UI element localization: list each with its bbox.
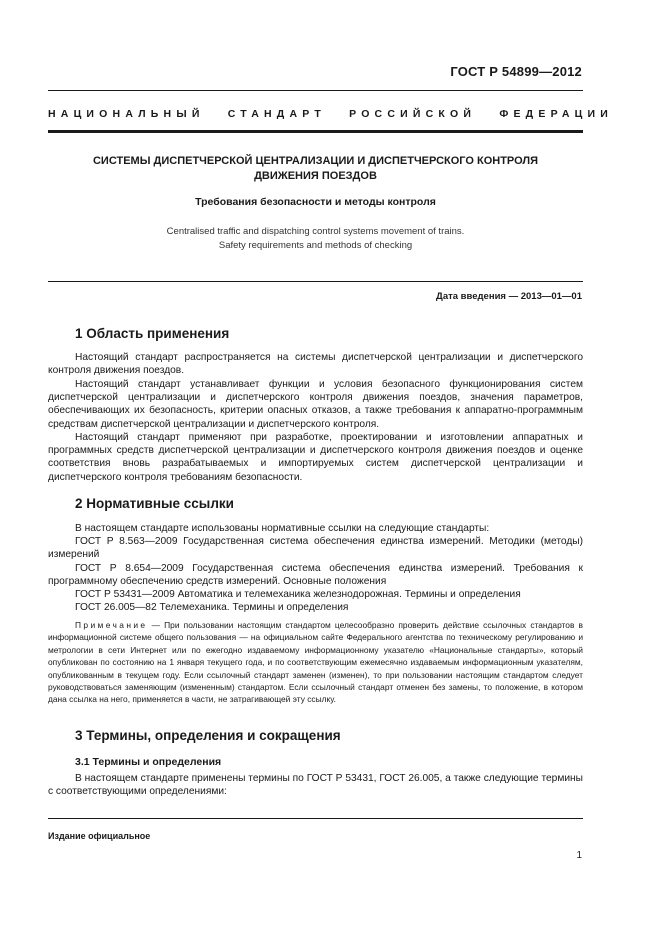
- document-subtitle: Требования безопасности и методы контроля: [195, 196, 436, 208]
- section-1-paragraph-1: Настоящий стандарт распространяется на системы диспетчерской централизации и диспетчерского контроля движения поездов.: [48, 352, 583, 377]
- note-label: Примечание: [75, 620, 148, 630]
- normative-references: [48, 522, 583, 614]
- references-intro: В настоящем стандарте использованы нормативные ссылки на следующие стандарты:: [75, 523, 490, 534]
- document-title: [48, 154, 583, 184]
- english-title: [48, 225, 583, 253]
- page-number: 1: [576, 850, 582, 861]
- reference-item: ГОСТ Р 8.563—2009 Государственная система обеспечения единства измерений. Методики (методы) измерений: [48, 536, 583, 561]
- english-title-line-2: Safety requirements and methods of checking: [218, 240, 413, 251]
- title-line-1: СИСТЕМЫ ДИСПЕТЧЕРСКОЙ ЦЕНТРАЛИЗАЦИИ И ДИСПЕТЧЕРСКОГО КОНТРОЛЯ: [92, 155, 539, 167]
- subsection-3-1-heading: 3.1 Термины и определения: [75, 756, 222, 768]
- section-3-heading: 3 Термины, определения и сокращения: [75, 728, 341, 743]
- reference-item: ГОСТ Р 53431—2009 Автоматика и телемеханика железнодорожная. Термины и определения: [75, 589, 521, 601]
- section-1-paragraph-2: Настоящий стандарт устанавливает функции и условия безопасного функционирования систем диспетчерской централизации и диспетчерского контроля движения поездов, значения параметров, обеспечивающих их безопасность, критерии опасных отказов, а также требования к аппаратно-программным средствам диспетчерской централизации и диспетчерского контроля.: [48, 379, 583, 430]
- banner-divider: [48, 130, 583, 133]
- introduction-date: Дата введения — 2013—01—01: [436, 291, 582, 302]
- header-divider: [48, 90, 583, 91]
- section-1-heading: 1 Область применения: [75, 326, 230, 341]
- section-2-heading: 2 Нормативные ссылки: [75, 496, 234, 511]
- section-3-paragraph-1: В настоящем стандарте применены термины по ГОСТ Р 53431, ГОСТ 26.005, а также следующие термины с соответствующими определениями:: [48, 773, 583, 798]
- reference-item: ГОСТ 26.005—82 Телемеханика. Термины и определения: [75, 602, 349, 614]
- date-divider: [48, 281, 583, 282]
- footer-divider: [48, 818, 583, 819]
- reference-item: ГОСТ Р 8.654—2009 Государственная система обеспечения единства измерений. Требования к программному обеспечению средств измерений. Основные положения: [48, 562, 583, 587]
- official-edition-label: Издание официальное: [48, 831, 151, 841]
- english-title-line-1: Centralised traffic and dispatching control systems movement of trains.: [166, 226, 465, 237]
- references-note: [48, 619, 583, 706]
- standard-code: ГОСТ Р 54899—2012: [450, 64, 582, 79]
- title-line-2: ДВИЖЕНИЯ ПОЕЗДОВ: [254, 170, 377, 182]
- note-text: — При пользовании настоящим стандартом целесообразно проверить действие ссылочных стандартов в информационной системе общего пользования — на официальном сайте Федерального агентства по техническому регулированию и метрологии в сети Интернет или по ежегодно издаваемому информационному указателю «Национальные стандарты», который опубликован по состоянию на 1 января текущего года, и по соответствующим ежемесячно издаваемым информационным указателям, опубликованным в текущем году. Если ссылочный стандарт заменен (изменен), то при пользовании настоящим стандартом следует руководствоваться заменяющим (измененным) стандартом. Если ссылочный стандарт отменен без замены, то положение, в котором дана ссылка на него, применяется в части, не затрагивающей эту ссылку.: [48, 620, 583, 705]
- national-standard-banner: НАЦИОНАЛЬНЫЙ СТАНДАРТ РОССИЙСКОЙ ФЕДЕРАЦИИ: [48, 108, 613, 120]
- section-1-paragraph-3: Настоящий стандарт применяют при разработке, проектировании и изготовлении аппаратных и программных средств диспетчерской централизации и диспетчерского контроля движения поездов и оценке соответствия вновь разрабатываемых и импортируемых систем диспетчерской централизации и диспетчерского контроля требованиям безопасности.: [48, 432, 583, 483]
